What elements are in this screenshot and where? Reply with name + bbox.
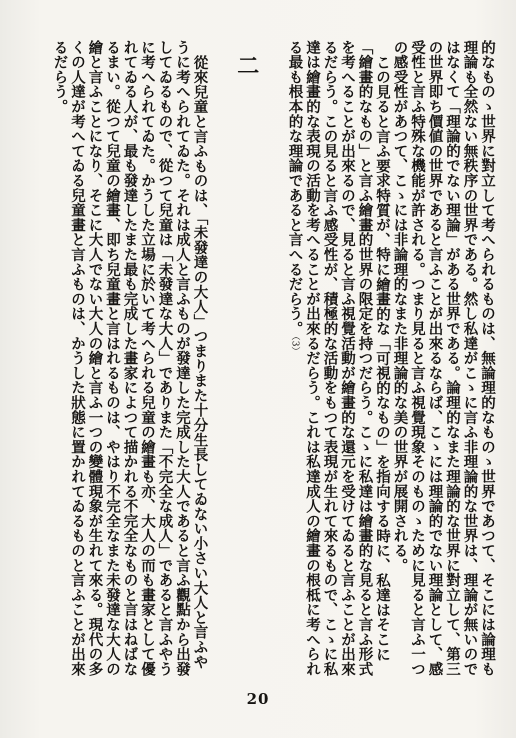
paragraph-2-text: この見ると言ふ要求特質が、特に繪畫的な「可視的なもの」を指向する時に、私達はそこに「繪畫的なもの」と言ふ繪畫的世界の限定を持つだらう。こゝに私達は繪畫的な見ると言ふ形式を考へることが出來るので、見ると言ふ視覺活動が繪畫的な還元を受けてゐると言ふことが出來るだらう。この見ると言ふ感受性が、積極的な活動をもつて表現が生れて來るもので、こゝに私達は繪畫的な表現の活動を考へることが出來るだらう。これは私達成人の繪畫の根柢に考へられる最も根本的な理論であると言へるだらう。	[286, 40, 391, 677]
footnote-mark: （3）	[289, 336, 300, 357]
paragraph-3: 從來兒童と言ふものは、「未發達の大人」つまりまた十分生長してゐない小さい大人と言ふやうに考へられてゐた。それは成人と言ふものが發達した完成した大人であると言ふ觀點から出發してゐるもので、從つて兒童は「未發達な大人」でありまた「不完全な成人」であると言ふやうに考へられてゐた。かうした立場に於いて考へられる兒童の繪畫も亦、大人の而も畫家として優れてゐる人が、最も發達したまた最も完成した畫家によつて描かれる不完全なものと言はねばなるまい。從つて兒童の繪畫、即ち兒童畫と言はれるものは、やはり不完全なまた未發達な大人の繪と言ふことになり、そこに大人でない大人の繪と言ふ一つの變體現象が生れて來る。現代の多くの人達が考へてゐる兒童畫と言ふものは、かうした狀態に置かれてゐるものと言ふことが出來るだらう。	[51, 40, 209, 677]
paragraph-2	[285, 40, 391, 680]
section-heading: 二	[233, 54, 260, 76]
page-number: 20	[246, 690, 270, 708]
vertical-text-body	[51, 40, 496, 680]
paragraph-1: 的なものゝ世界に對立して考へられるものは、無論理的なものゝ世界であつて、そこには論理も理論も全然ない無秩序の世界である。然し私達がこゝに言ふ非理論的な世界は、理論が無いのではなくて「理論的でない理論」がある世界である。論理的なまた理論的な世界に對立して、第三の世界即ち價値の世界であると言ふことが出來るならば、こゝには理論的でない理論として、感受性と言ふ特殊な機能が許される。つまり見ると言ふ視覺現象そのものゝために見ると言ふ一つの感受性があつて、こゝには非論理的なまた非理論的な美の世界が展開される。	[391, 40, 496, 677]
